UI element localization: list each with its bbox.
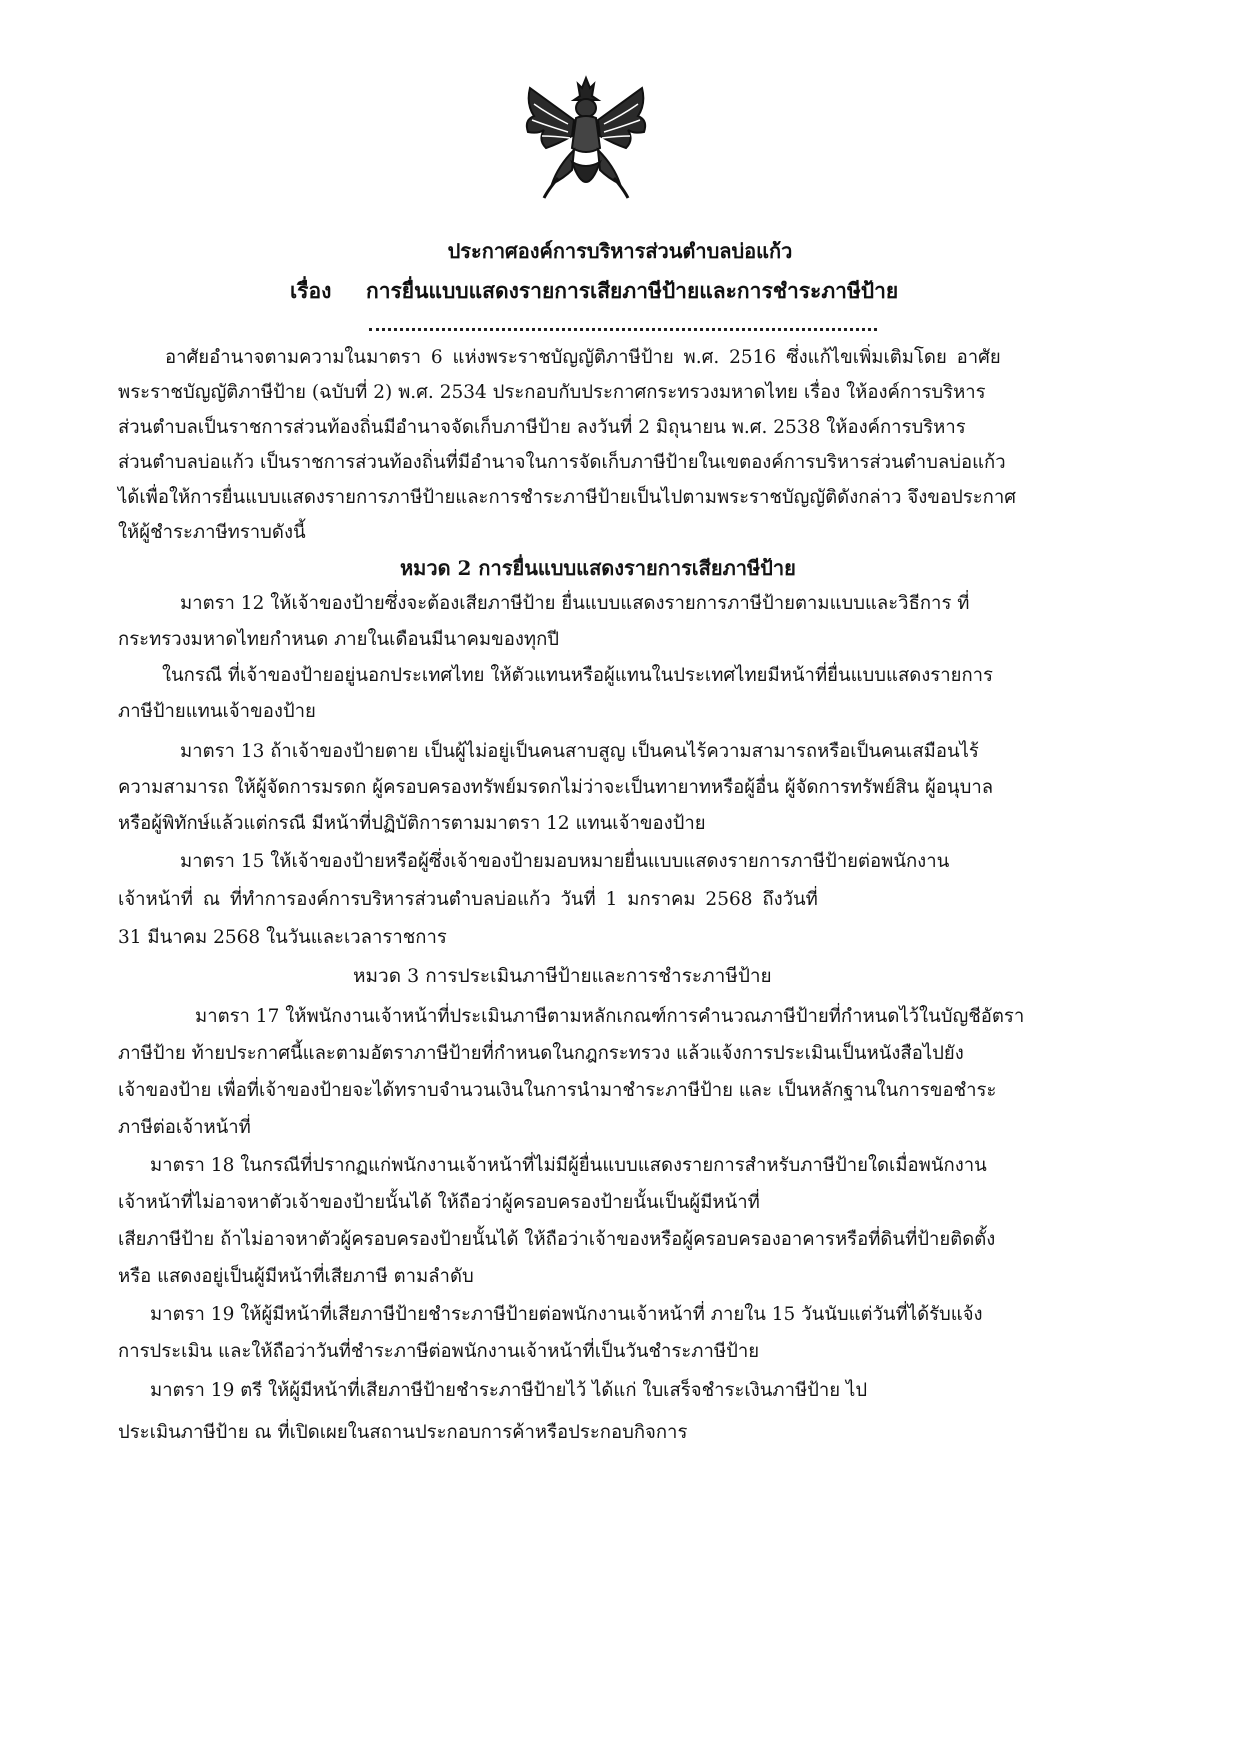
section-line: เจ้าหน้าที่ไม่อาจหาตัวเจ้าของป้ายนั้นได้ ให้ถือว่าผู้ครอบครองป้ายนั้นเป็นผู้มีหน้าที่ [118, 1192, 760, 1213]
section-line: ภาษีป้ายแทนเจ้าของป้าย [118, 701, 316, 722]
announcement-title: ประกาศองค์การบริหารส่วนตำบลบ่อแก้ว [447, 239, 793, 263]
subject-text: การยื่นแบบแสดงรายการเสียภาษีป้ายและการชำระภาษีป้าย [366, 278, 899, 303]
preamble-line: พระราชบัญญัติภาษีป้าย (ฉบับที่ 2) พ.ศ. 2534 ประกอบกับประกาศกระทรวงมหาดไทย เรื่อง ให้องค์การบริหาร [118, 382, 986, 403]
section-line: มาตรา 18 ในกรณีที่ปรากฏแก่พนักงานเจ้าหน้าที่ไม่มีผู้ยื่นแบบแสดงรายการสำหรับภาษีป้ายใดเมื่อพนักงาน [150, 1155, 987, 1176]
section-line: ประเมินภาษีป้าย ณ ที่เปิดเผยในสถานประกอบการค้าหรือประกอบกิจการ [118, 1422, 688, 1443]
section-line: เสียภาษีป้าย ถ้าไม่อาจหาตัวผู้ครอบครองป้ายนั้นได้ ให้ถือว่าเจ้าของหรือผู้ครอบครองอาคารหรือที่ดินที่ป้ายติดตั้ง [118, 1229, 996, 1250]
section-line: มาตรา 12 ให้เจ้าของป้ายซึ่งจะต้องเสียภาษีป้าย ยื่นแบบแสดงรายการภาษีป้ายตามแบบและวิธีการ ที่ [180, 593, 970, 614]
section-line: เจ้าของป้าย เพื่อที่เจ้าของป้ายจะได้ทราบจำนวนเงินในการนำมาชำระภาษีป้าย และ เป็นหลักฐานในการขอชำระ [118, 1080, 997, 1101]
section-line: ความสามารถ ให้ผู้จัดการมรดก ผู้ครอบครองทรัพย์มรดกไม่ว่าจะเป็นทายาทหรือผู้อื่น ผู้จัดการทรัพย์สิน ผู้อนุบาล [118, 777, 994, 798]
section-line: หรือผู้พิทักษ์แล้วแต่กรณี มีหน้าที่ปฏิบัติการตามมาตรา 12 แทนเจ้าของป้าย [118, 813, 706, 834]
section-line: กระทรวงมหาดไทยกำหนด ภายในเดือนมีนาคมของทุกปี [118, 629, 560, 650]
garuda-emblem-icon [518, 74, 654, 204]
preamble-line: ส่วนตำบลเป็นราชการส่วนท้องถิ่นมีอำนาจจัดเก็บภาษีป้าย ลงวันที่ 2 มิถุนายน พ.ศ. 2538 ให้องค์การบริหาร [118, 417, 966, 438]
section-line: มาตรา 13 ถ้าเจ้าของป้ายตาย เป็นผู้ไม่อยู่เป็นคนสาบสูญ เป็นคนไร้ความสามารถหรือเป็นคนเสมือนไร้ [180, 741, 979, 762]
preamble-line: ให้ผู้ชำระภาษีทราบดังนี้ [118, 522, 306, 543]
section-line: การประเมิน และให้ถือว่าวันที่ชำระภาษีต่อพนักงานเจ้าหน้าที่เป็นวันชำระภาษีป้าย [118, 1341, 760, 1362]
section-line: ภาษีป้าย ท้ายประกาศนี้และตามอัตราภาษีป้ายที่กำหนดในกฎกระทรวง แล้วแจ้งการประเมินเป็นหนังสือไปยัง [118, 1043, 964, 1064]
section-line: มาตรา 19 ตรี ให้ผู้มีหน้าที่เสียภาษีป้ายชำระภาษีป้ายไว้ ได้แก่ ใบเสร็จชำระเงินภาษีป้าย ไป [150, 1380, 868, 1401]
section-line: ภาษีต่อเจ้าหน้าที่ [118, 1117, 251, 1138]
section-line: ในกรณี ที่เจ้าของป้ายอยู่นอกประเทศไทย ให้ตัวแทนหรือผู้แทนในประเทศไทยมีหน้าที่ยื่นแบบแสดงรายการ [162, 665, 993, 686]
section-line: 31 มีนาคม 2568 ในวันและเวลาราชการ [118, 927, 447, 948]
preamble-line: ส่วนตำบลบ่อแก้ว เป็นราชการส่วนท้องถิ่นที่มีอำนาจในการจัดเก็บภาษีป้ายในเขตองค์การบริหารส่วนตำบลบ่อแก้ว [118, 452, 1006, 473]
title-divider [369, 328, 877, 331]
section-line: มาตรา 15 ให้เจ้าของป้ายหรือผู้ซึ่งเจ้าของป้ายมอบหมายยื่นแบบแสดงรายการภาษีป้ายต่อพนักงาน [180, 851, 950, 872]
section-line: เจ้าหน้าที่ ณ ที่ทำการองค์การบริหารส่วนตำบลบ่อแก้ว วันที่ 1 มกราคม 2568 ถึงวันที่ [118, 889, 818, 910]
preamble-line: อาศัยอำนาจตามความในมาตรา 6 แห่งพระราชบัญญัติภาษีป้าย พ.ศ. 2516 ซึ่งแก้ไขเพิ่มเติมโดย อาศัย [165, 347, 1001, 368]
announcement-subject [290, 276, 898, 306]
subject-label: เรื่อง [290, 278, 332, 303]
chapter-2-heading: หมวด 2 การยื่นแบบแสดงรายการเสียภาษีป้าย [400, 556, 796, 580]
section-line: มาตรา 17 ให้พนักงานเจ้าหน้าที่ประเมินภาษีตามหลักเกณฑ์การคำนวณภาษีป้ายที่กำหนดไว้ในบัญชีอัตรา [195, 1006, 1025, 1027]
section-line: มาตรา 19 ให้ผู้มีหน้าที่เสียภาษีป้ายชำระภาษีป้ายต่อพนักงานเจ้าหน้าที่ ภายใน 15 วันนับแต่วันที่ได้รับแจ้ง [150, 1304, 983, 1325]
preamble-line: ได้เพื่อให้การยื่นแบบแสดงรายการภาษีป้ายและการชำระภาษีป้ายเป็นไปตามพระราชบัญญัติดังกล่าว จึงขอประกาศ [118, 487, 1016, 508]
section-line: หรือ แสดงอยู่เป็นผู้มีหน้าที่เสียภาษี ตามลำดับ [118, 1266, 474, 1287]
chapter-3-heading: หมวด 3 การประเมินภาษีป้ายและการชำระภาษีป้าย [353, 965, 772, 987]
